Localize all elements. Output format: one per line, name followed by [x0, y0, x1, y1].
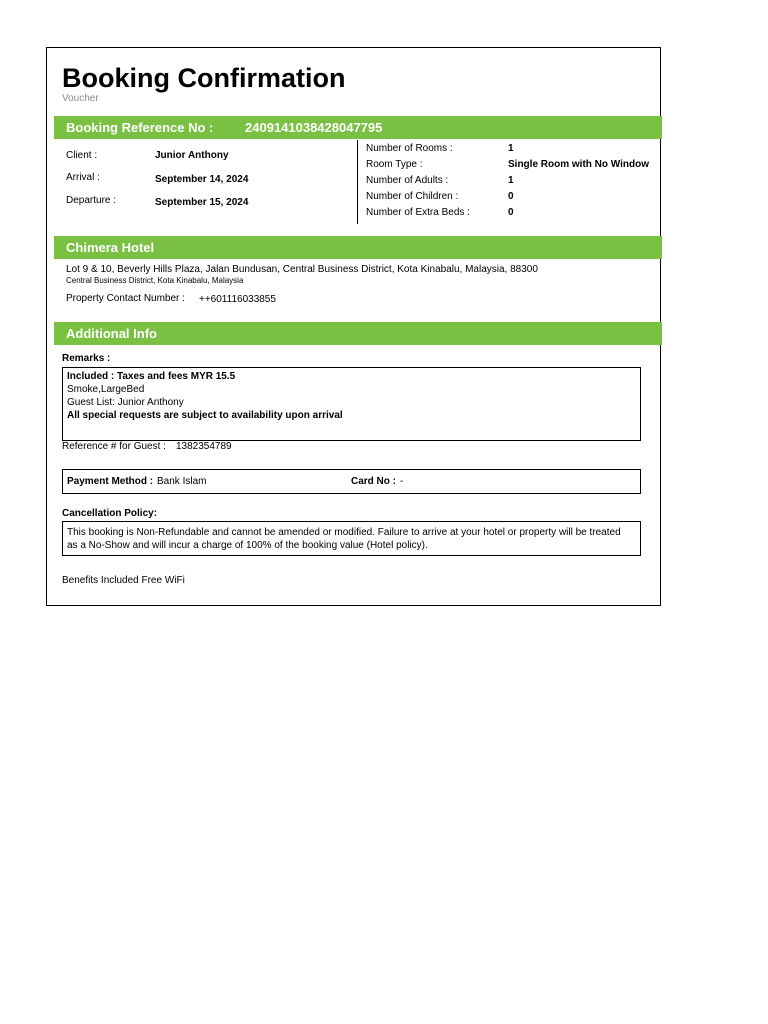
- adults-label: Number of Adults :: [366, 175, 449, 186]
- booking-reference-bar: [54, 116, 662, 139]
- contact-label: Property Contact Number :: [66, 293, 185, 304]
- cancellation-policy-label: Cancellation Policy:: [62, 508, 158, 519]
- arrival-value: September 14, 2024: [155, 174, 249, 185]
- card-number-label: Card No :: [351, 476, 396, 487]
- payment-box: [62, 469, 641, 494]
- client-value: Junior Anthony: [155, 150, 229, 161]
- extra-beds-value: 0: [508, 207, 514, 218]
- hotel-name-bar: Chimera Hotel: [54, 236, 662, 259]
- remarks-line-preferences: Smoke,LargeBed: [67, 384, 145, 395]
- remarks-line-taxes: Included : Taxes and fees MYR 15.5: [67, 371, 236, 382]
- remarks-label: Remarks :: [62, 353, 111, 364]
- payment-method-label: Payment Method :: [67, 476, 154, 487]
- rooms-label: Number of Rooms :: [366, 143, 453, 154]
- arrival-label: Arrival :: [66, 172, 100, 183]
- additional-info-bar: Additional Info: [54, 322, 662, 345]
- column-divider: [357, 140, 358, 224]
- room-type-value: Single Room with No Window: [508, 159, 650, 170]
- hotel-area: Central Business District, Kota Kinabalu, Malaysia: [66, 276, 244, 285]
- departure-label: Departure :: [66, 195, 117, 206]
- cancellation-policy-box: [62, 521, 641, 556]
- benefits-text: Benefits Included Free WiFi: [62, 575, 185, 586]
- page-subtitle: Voucher: [62, 93, 99, 104]
- payment-method-value: Bank Islam: [157, 476, 207, 487]
- room-type-label: Room Type :: [366, 159, 423, 170]
- booking-reference-label: Booking Reference No :: [66, 120, 214, 135]
- adults-value: 1: [508, 175, 514, 186]
- booking-reference-value: 2409141038428047795: [245, 120, 383, 135]
- page-title: Booking Confirmation: [62, 63, 346, 93]
- remarks-box: [62, 367, 641, 441]
- extra-beds-label: Number of Extra Beds :: [366, 207, 470, 218]
- hotel-address: Lot 9 & 10, Beverly Hills Plaza, Jalan Bundusan, Central Business District, Kota Kinabalu, Malaysia, 88300: [66, 264, 538, 275]
- remarks-line-special-requests: All special requests are subject to availability upon arrival: [67, 410, 343, 421]
- client-label: Client :: [66, 150, 98, 161]
- card-number-value: -: [400, 476, 404, 487]
- voucher-document: [46, 47, 661, 606]
- cancellation-policy-text: This booking is Non-Refundable and cannot be amended or modified. Failure to arrive at your hotel or property will be treated as a No-Show and will incur a charge of 100% of the booking value (Hotel policy).: [67, 527, 621, 551]
- rooms-value: 1: [508, 143, 514, 154]
- remarks-line-guest-list: Guest List: Junior Anthony: [67, 397, 184, 408]
- children-value: 0: [508, 191, 514, 202]
- guest-reference-value: 1382354789: [176, 441, 232, 452]
- departure-value: September 15, 2024: [155, 197, 249, 208]
- children-label: Number of Children :: [366, 191, 459, 202]
- guest-reference-label: Reference # for Guest :: [62, 441, 166, 452]
- contact-value: ++601116033855: [199, 294, 276, 305]
